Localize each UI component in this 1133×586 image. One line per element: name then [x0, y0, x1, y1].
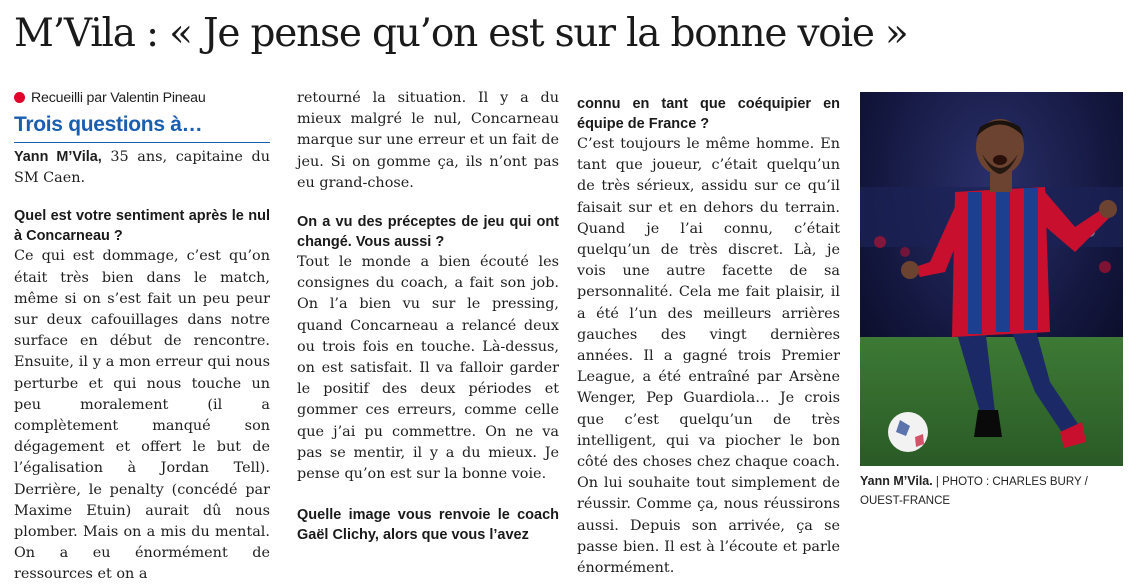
intro-text: 35 ans, capitaine du SM Caen.: [14, 149, 270, 187]
red-bullet-icon: [14, 92, 25, 103]
answer-3: C’est toujours le même homme. En tant que joueur, c’était quelqu’un de très sérieux, assidu sur ce qu’il faisait sur et en dehors du terrain. Quand je l’ai connu, c’était quelqu’un de très discret. Là, je vois une autre facette de sa personnalité. Cela me fait plaisir, il a été l’un des meilleurs arrières gauches des vingt dernières années. Il a gagné trois Premier League, a été entraîné par Arsène Wenger, Pep Guardiola… Je crois que c’est quelqu’un de très intelligent, qui va piocher le bon côté des choses chez chaque coach. On lui souhaite tout simplement de réussir. Comme ça, nous réussirons aussi. Depuis son arrivée, ça se passe bien. Il est à l’écoute et parle énormément.: [577, 136, 840, 577]
intro: [14, 147, 270, 189]
answer-1: Ce qui est dommage, c’est qu’on était très bien dans le match, même si on s’est fait un peu peur sur deux cafouillages dans notre surface en début de rencontre. Ensuite, il y a mon erreur qui nous perturbe et qui nous touche un peu moralement (il a complètement manqué son dégagement et offert le but de l’égalisation à Jordan Tell). Derrière, le penalty (concédé par Maxime Etuin) aurait dû nous plomber. Mais on a mis du mental. On a eu énormément de ressources et on a: [14, 248, 270, 583]
intro-name: Yann M’Vila,: [14, 149, 102, 165]
question-3: Quelle image vous renvoie le coach Gaël Clichy, alors que vous l’avez: [297, 507, 559, 544]
question-3-continued: connu en tant que coéquipier en équipe de France ?: [577, 96, 840, 132]
byline-text: Recueilli par Valentin Pineau: [31, 90, 206, 106]
kicker-title: Trois questions à…: [14, 111, 270, 143]
player-illustration: [860, 92, 1123, 466]
answer-1-continued: retourné la situation. Il y a du mieux malgré le nul, Concarneau marque sur une erreur et un fait de jeu. Si on gomme ça, ils n’ont pas eu grand-chose.: [297, 90, 559, 191]
question-1: Quel est votre sentiment après le nul à Concarneau ?: [14, 208, 270, 245]
column-1: [14, 88, 270, 586]
answer-2: Tout le monde a bien écouté les consignes du coach, a fait son job. On l’a bien vu sur le pressing, quand Concarneau a relancé deux ou trois fois en touche. Là-dessus, on est satisfait. Il va falloir garder le positif des deux périodes et gommer ces erreurs, comme celle que j’ai pu commettre. On ne va pas se mentir, il y a du mieux. Je pense qu’on est sur la bonne voie.: [297, 254, 559, 483]
byline: [14, 88, 270, 108]
headline: M’Vila : « Je pense qu’on est sur la bonne voie »: [14, 11, 908, 56]
question-2: On a vu des préceptes de jeu qui ont changé. Vous aussi ?: [297, 214, 559, 251]
column-2: [297, 88, 559, 545]
photo-caption: [860, 472, 1125, 511]
column-3: [577, 88, 840, 579]
photo-credit: | PHOTO : CHARLES BURY / OUEST-FRANCE: [860, 476, 1088, 507]
player-photo: [860, 92, 1123, 466]
caption-name: Yann M’Vila.: [860, 474, 933, 488]
